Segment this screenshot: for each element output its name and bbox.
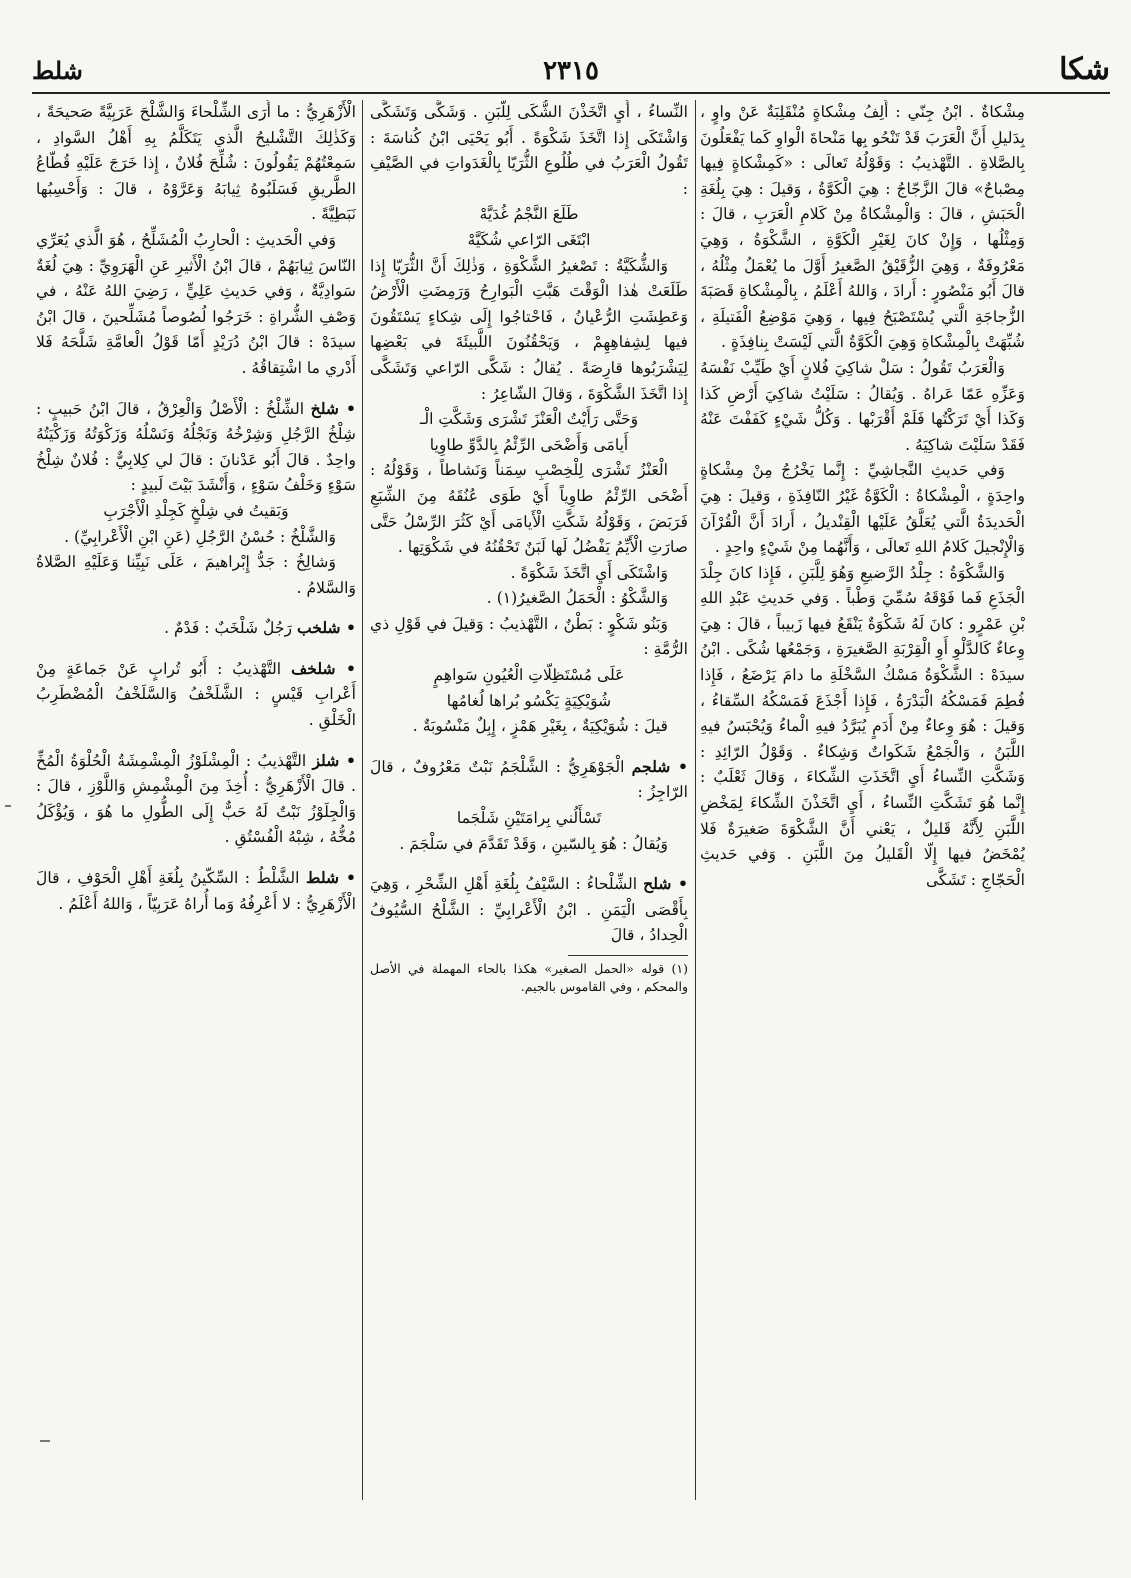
entry-headword: • شلز (312, 750, 356, 770)
paragraph: وَالشَّكْوُ : الْحَمَلُ الصَّغيرُ(١) . (486, 589, 668, 608)
paragraph: وَبَنُو شَكْوٍ : بَطْنٌ ، التَّهْذيبُ : وَقيلَ في قَوْلِ ذي الرُّمَّةِ : (370, 614, 688, 659)
entry-headword: • شلجم (631, 756, 688, 776)
verse-line: ابْتَغَى الرّاعي شُكَيَّهْ (467, 230, 591, 249)
dictionary-entry (36, 615, 356, 642)
dictionary-entry (370, 754, 688, 806)
page-number: ٢٣١٥ (543, 56, 599, 86)
header-root-word: شكا (1059, 52, 1110, 87)
dictionary-entry (36, 748, 356, 851)
dictionary-entry (36, 396, 356, 499)
verse-line: أَيامَى وَأَضْحَى الرِّئْمُ بِالدَّوِّ طاوِيا (429, 435, 629, 454)
paragraph: وَالْعَرَبُ تَقُولُ : سَلْ شاكِيَ فُلانٍ أَيْ طَيِّبْ نَفْسَهُ وَعَزِّهِ عَمّا عَراهُ . وَيُقالُ : سَلَيْتُ شاكِيَ أَرْضِ كَذا وَكَذا أَيْ تَرَكْتُها فَلَمْ أَقْرَبْها . وَكُلُّ شَيْءٍ كَفَفْتَ عَنْهُ فَقَدْ سَلَيْتَ شاكِيَهُ . (700, 358, 1025, 454)
verse-line: تَسْأَلُني بِرامَتَيْنِ شَلْجَما (456, 809, 602, 828)
dictionary-entry (36, 865, 356, 917)
column-divider (362, 100, 363, 1500)
dictionary-entry (36, 656, 356, 734)
verse-line: وَحَتَّى رَأَيْتُ الْعَنْزَ تَشْرَى وَشَكَّتِ الْـ (419, 410, 639, 429)
verse-line: طَلَعَ النَّجْمُ غُدَيَّهْ (479, 205, 579, 224)
paragraph: قيلَ : شُوَيْكِيَةٌ ، بِغَيْرِ هَمْزٍ ، إِبِلٌ مَنْسُوبَةٌ . (412, 717, 668, 736)
entry-body: التَّهْذيبُ : الْمِشْلَوْزُ الْمِشْمِشَةُ الْحُلْوَةُ الْمُخِّ . قالَ الْأَزْهَرِيُّ : أُخِذَ مِنَ الْمِشْمِشِ وَاللَّوْزِ ، قالَ : وَالْجِلَوْزُ نَبْتٌ لَهُ حَبٌّ إِلَى الطُّولِ ما هُوَ ، وَيُؤْكَلُ مُخُّهُ ، شِبْهُ الْفُسْتُقِ . (36, 751, 356, 847)
entry-body: الشَّلْطُ : السِّكّينُ بِلُغَةِ أَهْلِ الْحَوْفِ ، قالَ الْأَزْهَرِيُّ : لا أَعْرِفُهُ وَما أُراهُ عَرَبِيّاً ، وَاللهُ أَعْلَمُ . (36, 869, 356, 913)
entry-headword: • شلخ (310, 398, 356, 418)
entry-headword: • شلط (306, 868, 356, 888)
column-middle (370, 100, 688, 1508)
paragraph: وَالشُّكَيَّةُ : تَصْغيرُ الشَّكْوَةِ ، وَذٰلِكَ أَنَّ الثُّرَيّا إِذا طَلَعَتْ هٰذا الْوَقْتَ هَبَّتِ الْبَوارِحُ وَرَمِضَتِ الْأَرْضُ وَعَطِشَتِ الرُّعْيانُ ، فَاحْتاجُوا إِلَى شِكاءٍ يَسْتَقُونَ فيها لِشِفاهِهِمْ ، وَيَحْقُنُونَ اللَّبيئَةَ في بَعْضِها لِيَشْرَبُوها قارِصَةً . يُقالُ : شَكَّى الرّاعي وَتَشَكَّى إِذا اتَّخَذَ الشَّكْوَةَ ، وَقالَ الشّاعِرُ : (370, 256, 688, 403)
paragraph: وَشالِخُ : جَدُّ إِبْراهيمَ ، عَلَى نَبِيِّنا وَعَلَيْهِ الصَّلاةُ وَالسَّلامُ . (36, 553, 356, 597)
verse-line: وَبَقيتُ في شِلْخٍ كَجِلْدِ الْأَجْرَبِ (103, 501, 289, 520)
entry-body: الشِّلْحاءُ : السَّيْفُ بِلُغَةِ أَهْلِ الشِّحْرِ ، وَهِيَ بِأَقْصَى الْيَمَنِ . ابْنُ الْأَعْرابِيِّ : الشَّلْحُ السُّيُوفُ الْحِدادُ ، قالَ (370, 875, 688, 945)
entry-body: الشِّلْخُ : الْأَصْلُ وَالْعِرْقُ ، قالَ ابْنُ حَبيبٍ : شِلْخُ الرَّجُلِ وَشِرْخُهُ وَنَجْلُهُ وَنَسْلُهُ وَزَكْوَتُهُ وَزَكْيَتُهُ واحِدٌ . قالَ أَبُو عَدْنانَ : قالَ لي كِلابِيٌّ : فُلانٌ شِلْخُ سَوْءٍ وَخَلْفُ سَوْءٍ ، وَأَنْشَدَ بَيْتَ لَبيدٍ : (36, 399, 356, 495)
paragraph: وَفي الْحَديثِ : الْحارِبُ الْمُشَلِّحُ ، هُوَ الَّذي يُعَرِّي النّاسَ ثِيابَهُمْ ، قالَ ابْنُ الْأَثيرِ عَنِ الْهَرَوِيِّ : هِيَ لُغَةٌ سَوادِيَّةٌ ، وَفي حَديثِ عَلِيٍّ ، رَضِيَ اللهُ عَنْهُ ، في وَصْفِ الشُّراةِ : خَرَجُوا لُصُوصاً مُشَلِّحينَ ، قالَ ابْنُ سيدَهْ : قالَ ابْنُ دُرَيْدٍ أَمّا قَوْلُ الْعامَّةِ شَلَّحَهُ فَلا أَدْري ما اشْتِقاقُهُ . (36, 230, 356, 377)
entry-body: الْجَوْهَرِيُّ : الشَّلْجَمُ نَبْتٌ مَعْرُوفٌ ، قالَ الرّاجِزُ : (370, 757, 688, 802)
column-divider (695, 100, 696, 1500)
verse-line: عَلَى مُسْتَظِلّاتِ الْعُيُونِ سَواهِمٍ (433, 666, 625, 685)
dictionary-entry (370, 871, 688, 949)
paragraph: وَالشَّكْوَةُ : جِلْدُ الرَّضيعِ وَهُوَ لِلَّبَنِ ، فَإِذا كانَ جِلْدَ الْجَذَعِ فَما فَوْقَهُ سُمِّيَ وَطْباً . وَفي حَديثِ عَبْدِ اللهِ بْنِ عَمْرٍو : كانَ لَهُ شَكْوَةٌ يَنْقَعُ فيها زَبيباً ، قالَ : هِيَ وِعاءٌ كَالدَّلْوِ أَوِ الْقِرْبَةِ الصَّغيرَةِ ، وَجَمْعُها شُكًى . ابْنُ سيدَهْ : الشَّكْوَةُ مَسْكُ السَّخْلَةِ ما دامَ يَرْضَعُ ، فَإِذا فُطِمَ فَمَسْكُهُ الْبَدْرَةُ ، فَإِذا أَجْذَعَ فَمَسْكُهُ السِّقاءُ ، وَقيلَ : هُوَ وِعاءٌ مِنْ أَدَمٍ يُبَرَّدُ فيهِ الْماءُ وَيُحْبَسُ فيهِ اللَّبَنُ ، وَالْجَمْعُ شَكَواتٌ وَشِكاءٌ . وَقَوْلُ الرّائِدِ : وَشَكَّتِ النِّساءُ أَيِ اتَّخَذَتِ الشِّكاءَ ، وَقالَ ثَعْلَبٌ : إِنَّما هُوَ تَشَكَّتِ النِّساءُ ، أَيِ اتَّخَذْنَ الشِّكاءَ لِمَخْضِ اللَّبَنِ لِأَنَّهُ قَليلٌ ، يَعْني أَنَّ الشَّكْوَةَ صَغيرَةٌ فَلا يُمْخَضُ فيها إِلّا الْقَليلُ مِنَ اللَّبَنِ . وَفي حَديثِ الْحَجّاجِ : تَشَكَّى (700, 563, 1025, 889)
entry-headword: • شلخب (296, 618, 356, 638)
paragraph: وَالشَّلْخُ : حُسْنُ الرَّجُلِ (عَنِ ابْنِ الْأَعْرابِيِّ) . (64, 527, 336, 546)
paragraph: الْأَزْهَرِيُّ : ما أُرَى الشِّلْحاءَ وَالشَّلْحَ عَرَبِيَّةً صَحيحَةً ، وَكَذٰلِكَ التَّشْليحُ الَّذي يَتَكَلَّمُ بِهِ أَهْلُ السَّوادِ ، سَمِعْتُهُمْ يَقُولُونَ : شُلِّحَ فُلانٌ ، إِذا خَرَجَ عَلَيْهِ قُطّاعُ الطَّريقِ فَسَلَبُوهُ ثِيابَهُ وَعَرَّوْهُ ، قالَ : وَأَحْسِبُها نَبَطِيَّةً . (36, 103, 356, 224)
header-last-word: شلط (32, 56, 83, 85)
entry-headword: • شلح (643, 874, 688, 894)
footnote-divider (568, 955, 688, 956)
scan-mark (40, 1440, 50, 1442)
column-right (700, 100, 1025, 1508)
paragraph: وَاشْتَكَى أَيِ اتَّخَذَ شَكْوَةً . (510, 563, 668, 582)
header-divider (32, 92, 1110, 94)
paragraph: وَيُقالُ : هُوَ بِالسّينِ ، وَقَدْ تَقَدَّمَ في سَلْجَمَ . (399, 834, 668, 853)
paragraph: النِّساءُ ، أَيِ اتَّخَذْنَ الشُّكَى لِلَّبَنِ . وَشَكَّى وَتَشَكَّى وَاشْتَكَى إِذا اتَّخَذَ شَكْوَةً . أَبُو يَحْيَى ابْنُ كُناسَةَ : تَقُولُ الْعَرَبُ في طُلُوعِ الثُّرَيّا بِالْغَدَواتِ في الصَّيْفِ : (370, 103, 688, 198)
column-left (36, 100, 356, 1508)
entry-body: رَجُلٌ شَلْخَبٌ : فَدْمٌ . (164, 619, 293, 638)
page-header (32, 52, 1110, 94)
verse-line: شُوَيْكِيَةٍ يَكْسُو بُراها لُغامُها (446, 691, 612, 710)
footnote: (١) قوله «الحمل الصغير» هكذا بالحاء المهملة في الأصل والمحكم ، وفي القاموس بالجيم. (370, 961, 688, 994)
paragraph: الْعَنْزُ تَشْرَى لِلْخِصْبِ سِمَناً وَنَشاطاً ، وَقَوْلُهُ : أَضْحَى الرِّئْمُ طاوِياً أَيْ طَوَى عُنُقَهُ مِنَ الشِّبَعِ فَرَبَضَ ، وَقَوْلُهُ شَكَّتِ الْأَيامَى أَيْ كَثُرَ الرِّسْلُ حَتَّى صارَتِ الْأَيِّمُ يَفْضُلُ لَها لَبَنٌ تَحْقُنُهُ في شَكْوَتِها . (370, 461, 688, 557)
paragraph: وَفي حَديثِ النَّجاشِيِّ : إِنَّما يَخْرُجُ مِنْ مِشْكاةٍ واحِدَةٍ ، الْمِشْكاةُ : الْكَوَّةُ غَيْرُ النّافِذَةِ ، وَقيلَ : هِيَ الْحَديدَةُ الَّتي يُعَلَّقُ عَلَيْها الْقِنْديلُ ، أَرادَ أَنَّ الْقُرْآنَ وَالْإِنْجيلَ كَلامُ اللهِ تَعالَى ، وَأَنَّهُما مِنْ شَيْءٍ واحِدٍ . (700, 461, 1025, 557)
scan-mark (5, 805, 11, 807)
entry-headword: • شلخف (291, 658, 356, 678)
entry-body: التَّهْذيبُ : أَبُو تُرابٍ عَنْ جَماعَةٍ مِنْ أَعْرابِ قَيْسٍ : الشَّلَخْفُ وَالسَّلَخْفُ الْمُضْطَرِبُ الْخَلْقِ . (36, 659, 356, 730)
paragraph: مِشْكاةٌ . ابْنُ جِنّي : أَلِفُ مِشْكاةٍ مُنْقَلِبَةٌ عَنْ واوٍ ، بِدَليلِ أَنَّ الْعَرَبَ قَدْ تَنْحُو بِها مَنْحاةَ الْواوِ كَما يَفْعَلُونَ بِالصَّلاةِ . التَّهْذيبُ : وَقَوْلُهُ تَعالَى : «كَمِشْكاةٍ فِيها مِصْباحٌ» قالَ الزَّجّاجُ : هِيَ الْكَوَّةُ ، وَقيلَ : هِيَ بِلُغَةِ الْحَبَشِ ، قالَ : وَالْمِشْكاةُ مِنْ كَلامِ الْعَرَبِ ، قالَ : وَمِثْلُها ، وَإِنْ كانَ لِغَيْرِ الْكَوَّةِ ، الشَّكْوَةُ ، وَهِيَ مَعْرُوفَةٌ ، وَهِيَ الزُّقَيْقُ الصَّغيرُ أَوَّلَ ما يُعْمَلُ مِثْلُهُ ، قالَ أَبُو مَنْصُورٍ : أَرادَ ، وَاللهُ أَعْلَمُ ، بِالْمِشْكاةِ قَصَبَةَ الزُّجاجَةِ الَّتي يُسْتَصْبَحُ فِيها ، وَهِيَ مَوْضِعُ الْفَتيلَةِ ، شُبِّهَتْ بِالْمِشْكاةِ وَهِيَ الْكَوَّةُ الَّتي لَيْسَتْ بِنافِذَةٍ . (700, 103, 1025, 352)
